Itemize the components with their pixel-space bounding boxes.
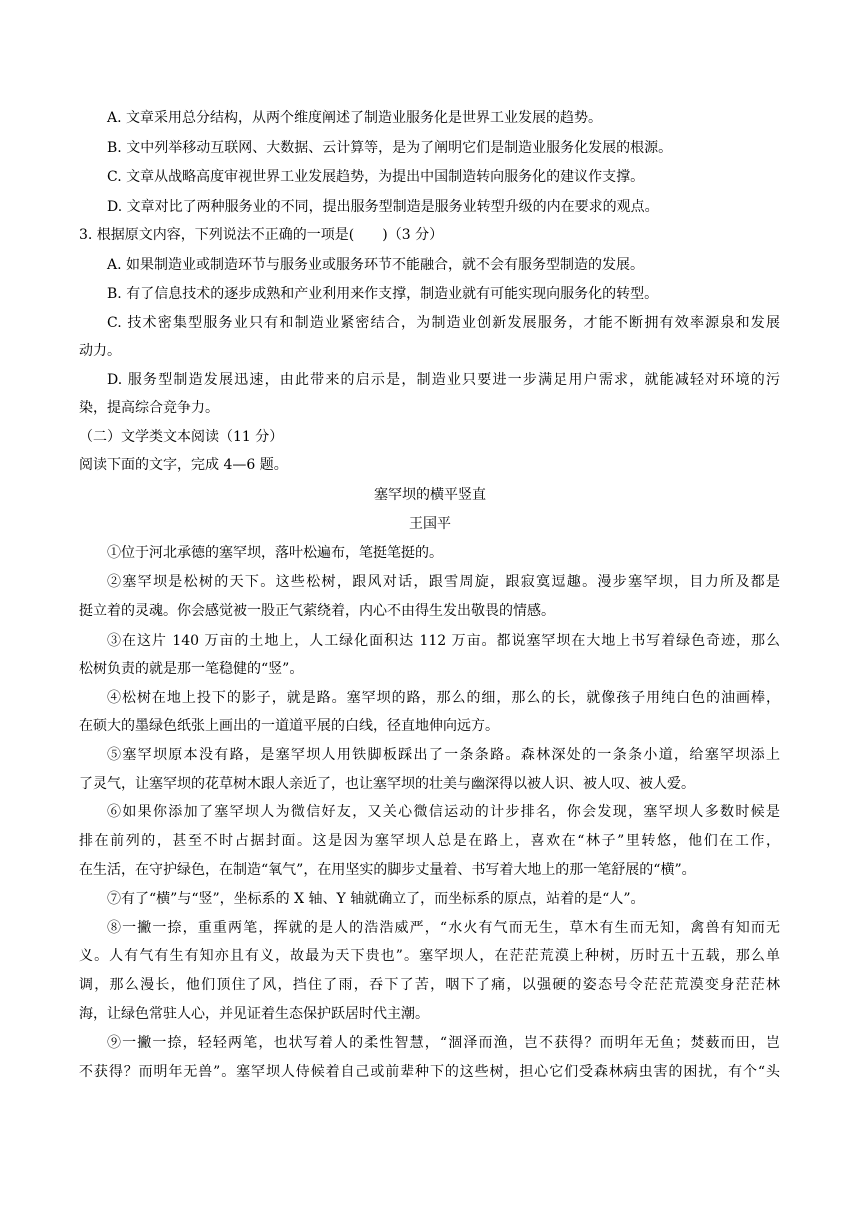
section-heading: （二）文学类文本阅读（11 分） bbox=[79, 429, 284, 445]
paragraph-8-line2: 义。人有气有生有知亦且有义，故最为天下贵也”。塞罕坝人，在茫茫荒漠上种树，历时五十五载，那么单 bbox=[79, 948, 780, 964]
paragraph-9-line2: 不获得？而明年无兽”。塞罕坝人侍候着自己或前辈种下的这些树，担心它们受森林病虫害的困扰，有个“头 bbox=[79, 1064, 780, 1080]
paragraph-7: ⑦有了“横”与“竖”，坐标系的 X 轴、Y 轴就确立了，而坐标系的原点，站着的是“人”。 bbox=[107, 891, 645, 907]
paragraph-8-line4: 海，让绿色常驻人心，并见证着生态保护跃居时代主潮。 bbox=[79, 1006, 429, 1022]
q3-option-b: B. 有了信息技术的逐步成熟和产业利用来作支撑，制造业就有可能实现向服务化的转型。 bbox=[107, 286, 659, 302]
q2-option-d: D. 文章对比了两种服务业的不同，提出服务型制造是服务业转型升级的内在要求的观点。 bbox=[107, 199, 659, 215]
q2-option-a: A. 文章采用总分结构，从两个维度阐述了制造业服务化是世界工业发展的趋势。 bbox=[107, 110, 603, 126]
paragraph-5-line2: 了灵气，让塞罕坝的花草树木跟人亲近了，也让塞罕坝的壮美与幽深得以被人识、被人叹、被人爱。 bbox=[79, 776, 695, 792]
q3-option-c-line1: C. 技术密集型服务业只有和制造业紧密结合，为制造业创新发展服务，才能不断拥有效率源泉和发展 bbox=[107, 315, 780, 331]
paragraph-3-line2: 松树负责的就是那一笔稳健的“竖”。 bbox=[79, 661, 304, 677]
paragraph-4-line1: ④松树在地上投下的影子，就是路。塞罕坝的路，那么的细，那么的长，就像孩子用纯白色的油画棒， bbox=[107, 690, 780, 706]
paragraph-6-line1: ⑥如果你添加了塞罕坝人为微信好友，又关心微信运动的计步排名，你会发现，塞罕坝人多数时候是 bbox=[107, 804, 780, 820]
article-author: 王国平 bbox=[409, 516, 451, 532]
q2-option-c: C. 文章从战略高度审视世界工业发展趋势，为提出中国制造转向服务化的建议作支撑。 bbox=[107, 169, 645, 185]
paragraph-6-line2: 排在前列的，甚至不时占据封面。这是因为塞罕坝人总是在路上，喜欢在“林子”里转悠，他们在工作， bbox=[79, 833, 780, 849]
paragraph-3-line1: ③在这片 140 万亩的土地上，人工绿化面积达 112 万亩。都说塞罕坝在大地上书写着绿色奇迹，那么 bbox=[107, 633, 780, 649]
section-instruction: 阅读下面的文字，完成 4—6 题。 bbox=[79, 457, 288, 473]
paragraph-8-line1: ⑧一撇一捺，重重两笔，挥就的是人的浩浩威严，“水火有气而无生，草木有生而无知，禽兽有知而无 bbox=[107, 920, 780, 936]
article-title: 塞罕坝的横平竖直 bbox=[374, 487, 486, 503]
paragraph-1: ①位于河北承德的塞罕坝，落叶松遍布，笔挺笔挺的。 bbox=[107, 545, 443, 561]
paragraph-6-line3: 在生活，在守护绿色，在制造“氧气”，在用坚实的脚步丈量着、书写着大地上的那一笔舒展的“横”。 bbox=[79, 862, 696, 878]
q2-option-b: B. 文中列举移动互联网、大数据、云计算等，是为了阐明它们是制造业服务化发展的根源。 bbox=[107, 140, 673, 156]
q3-option-c-line2: 动力。 bbox=[79, 343, 121, 359]
q3-option-a: A. 如果制造业或制造环节与服务业或服务环节不能融合，就不会有服务型制造的发展。 bbox=[107, 257, 645, 273]
q3-option-d-line2: 染，提高综合竞争力。 bbox=[79, 400, 219, 416]
paragraph-2-line2: 挺立着的灵魂。你会感觉被一股正气萦绕着，内心不由得生发出敬畏的情感。 bbox=[79, 603, 555, 619]
q3-stem: 3. 根据原文内容，下列说法不正确的一项是( )（3 分） bbox=[79, 227, 444, 243]
q3-option-d-line1: D. 服务型制造发展迅速，由此带来的启示是，制造业只要进一步满足用户需求，就能减轻对环境的污 bbox=[107, 372, 780, 388]
paragraph-9-line1: ⑨一撇一捺，轻轻两笔，也状写着人的柔性智慧，“涸泽而渔，岂不获得？而明年无鱼；焚薮而田，岂 bbox=[107, 1035, 780, 1051]
paragraph-4-line2: 在硕大的墨绿色纸张上画出的一道道平展的白线，径直地伸向远方。 bbox=[79, 718, 499, 734]
paragraph-8-line3: 调，那么漫长，他们顶住了风，挡住了雨，吞下了苦，咽下了痛，以强硬的姿态号令茫茫荒漠变身茫茫林 bbox=[79, 977, 780, 993]
paragraph-5-line1: ⑤塞罕坝原本没有路，是塞罕坝人用铁脚板踩出了一条条路。森林深处的一条条小道，给塞罕坝添上 bbox=[107, 747, 780, 763]
paragraph-2-line1: ②塞罕坝是松树的天下。这些松树，跟风对话，跟雪周旋，跟寂寞逗趣。漫步塞罕坝，目力所及都是 bbox=[107, 574, 780, 590]
